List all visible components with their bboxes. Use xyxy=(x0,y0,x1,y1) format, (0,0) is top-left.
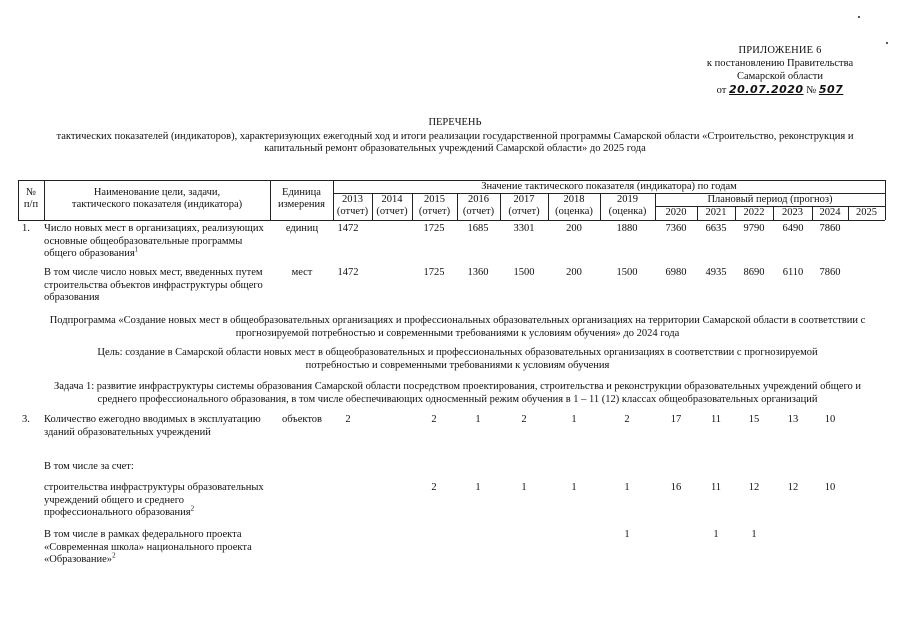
header-plan-title: Плановый период (прогноз) xyxy=(707,194,833,205)
header-col-unit: Единица измерения xyxy=(278,187,325,210)
header-plan-2021: 2021 xyxy=(705,207,727,218)
header-plan-2024: 2024 xyxy=(819,207,841,218)
value-cell: 1725 xyxy=(423,223,445,234)
number-prefix: № xyxy=(806,85,817,96)
value-cell: 2 xyxy=(431,482,437,493)
indicator-name: В том числе в рамках федерального проекта «Современная школа» национального проекта «Образование»$^2$ xyxy=(44,529,252,565)
value-cell: 1 xyxy=(475,482,481,493)
value-cell: 1 xyxy=(475,414,481,425)
value-cell: 1 xyxy=(624,529,630,540)
header-year-2016: 2016 (отчет) xyxy=(462,194,495,217)
plan-value-cell: 11 xyxy=(710,414,722,425)
appendix-line2: к постановлению Правительства xyxy=(706,58,854,69)
header-plan-2022: 2022 xyxy=(743,207,765,218)
value-cell: 3301 xyxy=(513,223,535,234)
header-plan-2025: 2025 xyxy=(856,207,877,218)
value-cell: 1 xyxy=(571,414,577,425)
plan-value-cell: 1 xyxy=(751,529,757,540)
header-plan-2023: 2023 xyxy=(782,207,803,218)
plan-value-cell: 16 xyxy=(670,482,682,493)
plan-value-cell: 10 xyxy=(824,482,836,493)
plan-value-cell: 8690 xyxy=(743,267,765,278)
handwritten-number: 507 xyxy=(818,83,844,96)
plan-value-cell: 17 xyxy=(670,414,682,425)
plan-value-cell: 7860 xyxy=(819,267,841,278)
indicator-name: Количество ежегодно вводимых в эксплуатацию зданий образовательных учреждений xyxy=(44,414,261,438)
header-values-title: Значение тактического показателя (индикатора) по годам xyxy=(481,181,737,192)
plan-value-cell: 7860 xyxy=(819,223,841,234)
value-cell: 1472 xyxy=(337,223,359,234)
plan-value-cell: 10 xyxy=(824,414,836,425)
plan-value-cell: 11 xyxy=(710,482,722,493)
header-year-2013: 2013 (отчет) xyxy=(336,194,369,217)
title-line1: тактических показателей (индикаторов), характеризующих ежегодный ход и итоги реализации государственной программы Самарской области «Строительство, реконструкция и xyxy=(56,130,854,142)
plan-value-cell: 12 xyxy=(748,482,760,493)
plan-value-cell: 6490 xyxy=(782,223,804,234)
title-heading: ПЕРЕЧЕНЬ xyxy=(428,117,482,128)
handwritten-date: 20.07.2020 xyxy=(728,83,804,96)
title-line2: капитальный ремонт образовательных учреждений Самарской области» до 2025 года xyxy=(264,143,646,154)
plan-value-cell: 13 xyxy=(787,414,799,425)
value-cell: 1500 xyxy=(513,267,535,278)
value-cell: 2 xyxy=(521,414,527,425)
indicator-name: строительства инфраструктуры образовательных учреждений общего и среднего профессионального образования$^2$ xyxy=(44,482,264,518)
value-cell: 200 xyxy=(566,267,582,278)
header-plan-2020: 2020 xyxy=(665,207,687,218)
indicator-name: В том числе за счет: xyxy=(44,461,134,472)
plan-value-cell: 6980 xyxy=(665,267,687,278)
plan-value-cell: 15 xyxy=(748,414,760,425)
appendix-dateline xyxy=(680,83,880,97)
goal-text: Цель: создание в Самарской области новых мест в общеобразовательных и профессиональных образовательных организациях в соответствии с прогнозируемой потребностью и современными требованиями к условиям обучения xyxy=(97,347,818,371)
value-cell: 2 xyxy=(624,414,630,425)
subprogram-text: Подпрограмма «Создание новых мест в общеобразовательных организациях и профессиональных образовательных организациях на территории Самарской области в соответствии с прогнозируемой потребностью и современными требованиями к условиям обучения» до 2024 года xyxy=(49,315,866,339)
unit-of-measure: объектов xyxy=(281,414,323,425)
row-number: 3. xyxy=(22,414,30,425)
plan-value-cell: 6635 xyxy=(705,223,727,234)
header-year-2019: 2019 (оценка) xyxy=(608,194,647,217)
scan-speck xyxy=(886,42,888,44)
value-cell: 1685 xyxy=(467,223,489,234)
value-cell: 1725 xyxy=(423,267,445,278)
document-title xyxy=(30,117,880,156)
value-cell: 1360 xyxy=(467,267,489,278)
scan-speck xyxy=(858,16,860,18)
unit-of-measure: мест xyxy=(291,267,313,278)
value-cell: 2 xyxy=(345,414,351,425)
header-year-2015: 2015 (отчет) xyxy=(418,194,451,217)
plan-value-cell: 1 xyxy=(713,529,719,540)
value-cell: 1 xyxy=(571,482,577,493)
value-cell: 1880 xyxy=(616,223,638,234)
unit-of-measure: единиц xyxy=(285,223,319,234)
value-cell: 1 xyxy=(521,482,527,493)
indicator-name: В том числе число новых мест, введенных путем строительства объектов инфраструктуры общего образования xyxy=(44,267,263,303)
indicator-name: Число новых мест в организациях, реализующих основные общеобразовательные программы общего образования$^1$ xyxy=(44,223,264,259)
appendix-block xyxy=(680,44,880,97)
plan-value-cell: 12 xyxy=(787,482,799,493)
plan-value-cell: 4935 xyxy=(705,267,727,278)
value-cell: 1472 xyxy=(337,267,359,278)
date-prefix: от xyxy=(716,85,727,96)
task-text: Задача 1: развитие инфраструктуры системы образования Самарской области посредством проектирования, строительства и реконструкции образовательных учреждений общего и среднего профессионального образования, в том числе обеспечивающих односменный режим обучения в 1 – 11 (12) классах общеобразовательных организаций xyxy=(53,381,862,405)
value-cell: 200 xyxy=(566,223,582,234)
plan-value-cell: 6110 xyxy=(782,267,804,278)
header-year-2018: 2018 (оценка) xyxy=(555,194,593,217)
appendix-title: ПРИЛОЖЕНИЕ 6 xyxy=(738,45,822,56)
header-year-2014: 2014 (отчет) xyxy=(376,194,408,217)
header-col-name: Наименование цели, задачи, тактического показателя (индикатора) xyxy=(71,187,243,210)
plan-value-cell: 7360 xyxy=(665,223,687,234)
plan-value-cell: 9790 xyxy=(743,223,765,234)
value-cell: 2 xyxy=(431,414,437,425)
value-cell: 1 xyxy=(624,482,630,493)
value-cell: 1500 xyxy=(616,267,638,278)
appendix-line3: Самарской области xyxy=(737,71,823,82)
row-number: 1. xyxy=(22,223,30,234)
header-col-no: № п/п xyxy=(23,187,39,210)
header-year-2017: 2017 (отчет) xyxy=(508,194,540,217)
